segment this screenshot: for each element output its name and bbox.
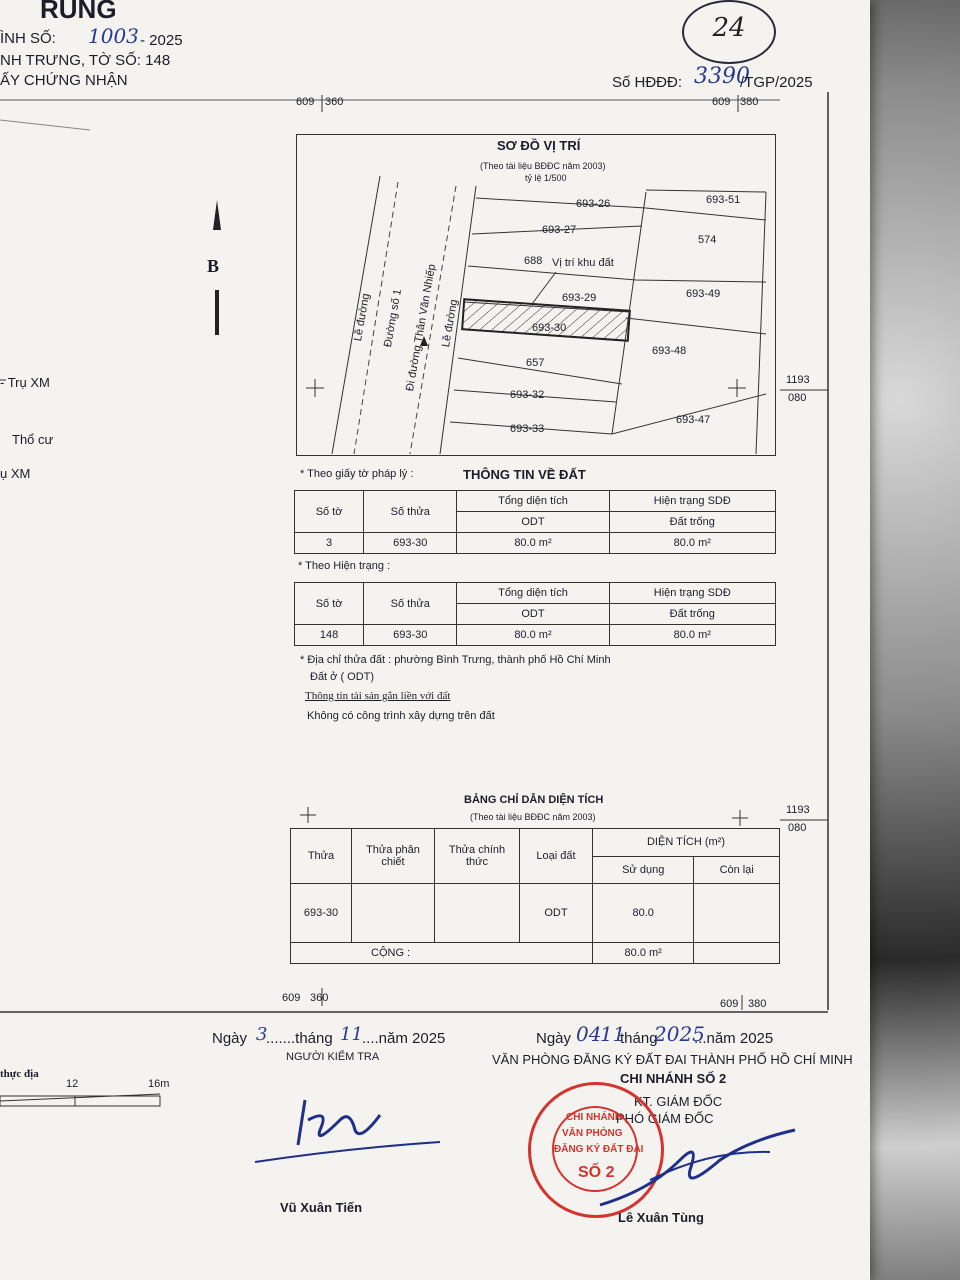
area-row-thua: 693-30 (291, 884, 352, 943)
parcel-693-33: 693-33 (510, 423, 545, 435)
parcel-693-47: 693-47 (676, 414, 711, 426)
coord-bottom-right: 609 (720, 998, 739, 1010)
right-month: 11 (600, 1022, 626, 1046)
area-row-con-lai (694, 884, 780, 943)
stamp-line-4: SỐ 2 (578, 1164, 615, 1181)
coord-right-a2: 080 (788, 392, 807, 404)
hdr-status-2: Hiện trạng SDĐ (609, 583, 775, 604)
left-day: 3 (256, 1024, 268, 1045)
current-status-area: 80.0 m² (609, 625, 775, 646)
area-row-phan-chiet (352, 884, 435, 943)
coord-top-left: 609 (296, 96, 315, 108)
parcel-657: 657 (526, 357, 545, 369)
assets-title: Thông tin tài sản gắn liền với đất (305, 690, 451, 702)
scale-12: 12 (66, 1078, 79, 1090)
sub-dat-trong: Đất trống (609, 512, 775, 533)
area-hdr-phan-chiet: Thửa phân chiết (352, 829, 435, 884)
road-label-4: Lề đường (440, 298, 461, 349)
current-so-thua: 693-30 (364, 625, 457, 646)
branch-name: CHI NHÁNH SỐ 2 (620, 1071, 727, 1086)
land-type: Đất ở ( ODT) (310, 671, 375, 683)
left-signature-icon (250, 1090, 450, 1170)
location-map-title: SƠ ĐỒ VỊ TRÍ (497, 138, 581, 153)
current-land-table (294, 582, 776, 646)
left-month-prefix: .......tháng (266, 1030, 333, 1047)
number-handwritten: 1003 (88, 24, 139, 48)
legal-land-table (294, 490, 776, 554)
current-so-to: 148 (295, 625, 364, 646)
area-row-loai-dat: ODT (520, 884, 593, 943)
area-table (290, 828, 780, 964)
land-info-title: THÔNG TIN VỀ ĐẤT (463, 467, 586, 482)
area-hdr-thua: Thửa (291, 829, 352, 884)
location-label: Vị trí khu đất (552, 257, 614, 269)
left-signer-name: Vũ Xuân Tiến (280, 1200, 363, 1215)
north-letter: B (207, 256, 220, 276)
coord-right-b1: 1193 (786, 804, 810, 816)
right-day: 04 (576, 1022, 602, 1046)
parcel-693-26: 693-26 (576, 198, 611, 210)
coord-top-right-b: 380 (740, 96, 759, 108)
sub-odt: ODT (457, 512, 609, 533)
coord-bottom-left-b: 360 (310, 992, 329, 1004)
current-total-area: 80.0 m² (457, 625, 609, 646)
coord-top-left-b: 360 (325, 96, 344, 108)
location-map-scale: tỷ lệ 1/500 (525, 173, 567, 183)
hdr-total-area-2: Tổng diện tích (457, 583, 609, 604)
assets-value: Không có công trình xây dựng trên đất (307, 710, 495, 722)
kt-label: KT. GIÁM ĐỐC (634, 1094, 723, 1109)
number-prefix: ÌNH SỐ: (0, 30, 56, 47)
area-hdr-loai-dat: Loại đất (520, 829, 593, 884)
legal-total-area: 80.0 m² (457, 533, 609, 554)
parcel-693-27: 693-27 (542, 224, 577, 236)
legal-docs-label: * Theo giấy tờ pháp lý : (300, 468, 414, 480)
legal-so-thua: 693-30 (364, 533, 457, 554)
right-month-prefix: tháng (620, 1030, 658, 1047)
area-hdr-su-dung: Sử dụng (593, 856, 694, 884)
coord-bottom-right-b: 380 (748, 998, 767, 1010)
note-thuc-dia: thực địa (0, 1068, 39, 1080)
note-u-xm: ụ XM (0, 466, 31, 481)
sub-dat-trong-2: Đất trống (609, 604, 775, 625)
area-total-empty (694, 943, 780, 964)
hdr-so-to-2: Số tờ (295, 583, 364, 625)
legal-so-to: 3 (295, 533, 364, 554)
scale-16: 16m (148, 1078, 170, 1090)
contract-suffix: /TGP/2025 (740, 74, 813, 91)
parcel-693-51: 693-51 (706, 194, 741, 206)
left-month: 11 (340, 1024, 363, 1045)
hdr-so-to: Số tờ (295, 491, 364, 533)
left-year: ....năm 2025 (362, 1030, 446, 1047)
road-label-1: Lề đường (352, 292, 373, 343)
parcel-693-48: 693-48 (652, 345, 687, 357)
parcel-693-49: 693-49 (686, 288, 721, 300)
area-table-subtitle: (Theo tài liệu BĐĐC năm 2003) (470, 812, 596, 822)
stamp-line-3: ĐĂNG KÝ ĐẤT ĐAI (554, 1144, 644, 1155)
hdr-total-area: Tổng diện tích (457, 491, 609, 512)
contract-handwritten: 3390 (694, 64, 750, 89)
deputy-label: PHÓ GIÁM ĐỐC (616, 1111, 714, 1126)
area-total-label: CỘNG : (291, 943, 593, 964)
coord-top-right: 609 (712, 96, 731, 108)
area-row-chinh-thuc (435, 884, 520, 943)
parcel-693-30: 693-30 (532, 322, 567, 334)
parcel-address: * Địa chỉ thửa đất : phường Bình Trưng, thành phố Hồ Chí Minh (300, 654, 611, 666)
road-label-3: Đi đường Thân Văn Nhiếp (404, 263, 439, 393)
area-hdr-dien-tich: DIỆN TÍCH (m²) (593, 829, 780, 857)
area-table-title: BẢNG CHỈ DẪN DIỆN TÍCH (464, 794, 604, 806)
right-date-prefix: Ngày (536, 1030, 572, 1047)
stamp-line-1: CHI NHÁNH (566, 1112, 623, 1123)
sub-odt-2: ODT (457, 604, 609, 625)
map-sheet-info: NH TRƯNG, TỜ SỐ: 148 (0, 52, 171, 69)
legal-status-area: 80.0 m² (609, 533, 775, 554)
stamp-line-2: VĂN PHÒNG (562, 1128, 623, 1139)
area-hdr-con-lai: Còn lại (694, 856, 780, 884)
hdr-so-thua-2: Số thửa (364, 583, 457, 625)
current-status-label: * Theo Hiện trạng : (298, 560, 391, 572)
hdr-status: Hiện trạng SDĐ (609, 491, 775, 512)
note-tho-cu: Thổ cư (12, 432, 54, 447)
parcel-574: 574 (698, 234, 717, 246)
hdr-so-thua: Số thửa (364, 491, 457, 533)
area-total-value: 80.0 m² (593, 943, 694, 964)
parcel-693-32: 693-32 (510, 389, 545, 401)
right-year-hand: 2025 (654, 1022, 705, 1046)
left-date-prefix: Ngày (212, 1030, 248, 1047)
office-name: VĂN PHÒNG ĐĂNG KÝ ĐẤT ĐAI THÀNH PHỐ HỒ CHÍ MINH (492, 1052, 853, 1067)
area-row-su-dung: 80.0 (593, 884, 694, 943)
parcel-693-29: 693-29 (562, 292, 597, 304)
right-signature-icon (590, 1120, 810, 1220)
coord-bottom-left: 609 (282, 992, 301, 1004)
right-signer-name: Lê Xuân Tùng (618, 1210, 704, 1225)
page-number-circle: 24 (682, 0, 776, 64)
certificate-label: ẤY CHỨNG NHẬN (0, 72, 128, 89)
road-label-2: Đường số 1 (382, 288, 404, 349)
contract-prefix: Số HĐĐĐ: (612, 74, 683, 91)
coord-right-a1: 1193 (786, 374, 810, 386)
number-suffix: - 2025 (140, 32, 183, 49)
coord-right-b2: 080 (788, 822, 807, 834)
area-hdr-chinh-thuc: Thửa chính thức (435, 829, 520, 884)
note-tru-xm: - Trụ XM (0, 375, 50, 390)
left-role: NGƯỜI KIỂM TRA (286, 1051, 380, 1063)
parcel-688: 688 (524, 255, 543, 267)
location-map-subtitle: (Theo tài liệu BĐĐC năm 2003) (480, 161, 606, 171)
ward-title-fragment: RUNG (40, 0, 117, 24)
right-year: ...năm 2025 (694, 1030, 774, 1047)
